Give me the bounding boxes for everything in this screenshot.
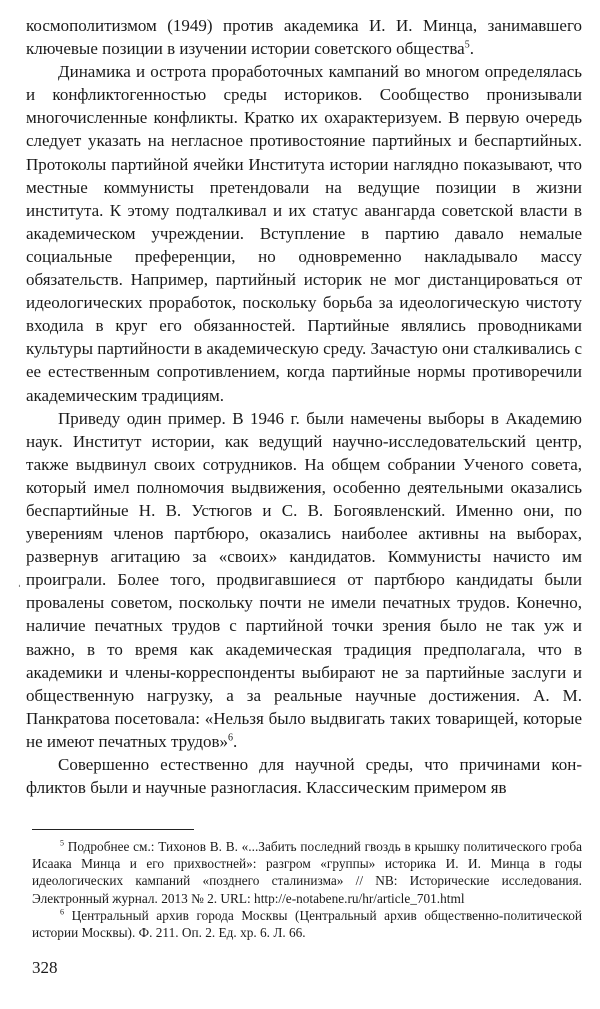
main-text	[26, 14, 582, 799]
paragraph-3: Приведу один пример. В 1946 г. были намечены выборы в Академию наук. Институт истории, как ведущий научно-исследовательский центр, также выдвинул своих сотрудников. На общем собрании Ученого совета, который имел полномочия выдвижения, особенно деятельными оказались беспартийные Н. В. Устюгов и С. В. Богоявленский. Именно они, по уверениям членов партбюро, оказались наиболее активны на выборах, развернув агитацию за «своих» кандидатов. Коммунисты начисто им проиграли. Более того, продвигавшиеся от партбюро кандидаты были провалены советом, поскольку почти не имели печатных трудов. Конечно, наличие печатных трудов с партийной точки зрения было не так уж и важно, в то время как академическая традиция предполагала, что в академики и члены-корреспонденты выбирают не за партийные заслуги и общественную нагрузку, а за реальные научные достижения. А. М. Панкратова посетовала: «Нельзя было выдвигать таких товарищей, которые не имеют печатных трудов»$^6$.	[26, 408, 582, 751]
footnote: $^5$ Подробнее см.: Тихонов В. В. «...Забить последний гвоздь в крышку политического гроба Исаака Минца и его прихвостней»: разгром «группы» историка И. И. Минца в годы идеологических кампаний «позднего сталинизма» // NB: Исторические исследования. Электронный журнал. 2013 № 2. URL: http://e-notabene.ru/hr/article_701.html	[32, 838, 582, 906]
footnote: $^6$ Центральный архив города Москвы (Центральный архив общественно-политической истории Москвы). Ф. 211. Оп. 2. Ед. хр. 6. Л. 66.	[32, 907, 583, 941]
paragraph-1: космополитизмом (1949) против академика И. И. Минца, занимавшего ключевые позиции в изучении истории советского общества$^5$.	[26, 16, 582, 59]
footnote-ref-6: 6	[228, 732, 234, 744]
footnotes	[32, 838, 582, 941]
footnote-ref-5: 5	[464, 39, 470, 51]
footnote-divider	[32, 829, 194, 830]
paragraph-2: Динамика и острота проработочных кампаний во многом определялась и конфликтогенностью среды историков. Сообщество пронизывали многочисленные конфликты. Кратко их охарактеризуем. В первую очередь следует указать на негласное противостояние партийных и беспартийных. Протоколы партийной ячейки Института истории наглядно показывают, что местные коммунисты претендовали на ведущие позиции в жизни института. К этому подталкивал и их статус авангарда советской власти в академическом учреждении. Вступление в партию давало немалые социальные преференции, но одновременно накладывало массу обязательств. Например, партийный историк не мог дистанцироваться от идеологических проработок, поскольку борьба за идеологическую чистоту входила в круг его обязанностей. Партийные являлись проводниками культуры партийности в академическую среду. Зачастую они сталкивались с ее естественным сопротивлением, когда партийные нормы противоречили академическим традициям.	[26, 62, 582, 405]
margin-mark: ˌ	[17, 573, 22, 588]
paragraph-4: Совершенно естественно для научной среды, что причинами конфликтов были и научные разногласия. Классическим примером яв	[26, 755, 582, 798]
page-number: 328	[32, 958, 58, 977]
